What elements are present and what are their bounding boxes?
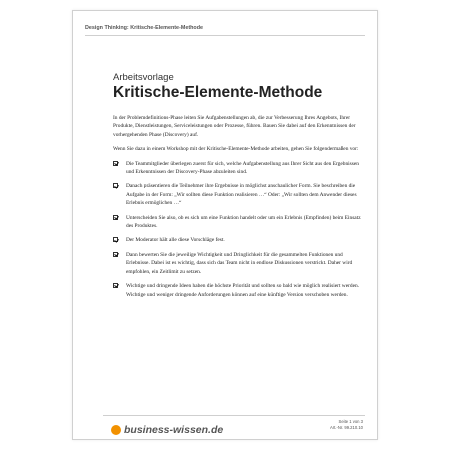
- footer-divider: [103, 415, 365, 416]
- document-subtitle: Arbeitsvorlage: [113, 72, 174, 83]
- page-info: [330, 419, 363, 431]
- document-title: Kritische-Elemente-Methode: [113, 84, 323, 101]
- checklist-item-text: Wichtige und dringende Ideen haben die höchste Priorität und sollten so bald wie möglich realisiert werden. Wichtige und weniger dringende Anforderungen können auf eine künftige Version verschoben werden.: [126, 283, 360, 298]
- checklist-item-text: Danach präsentieren die Teilnehmer ihre Ergebnisse in möglichst anschaulicher Form. Sie beschreiben die Aufgabe in der Form: „Wir sollten diese Funktion realisieren …“ Oder: „Wir sollten dem Anwender dieses Erlebnis ermöglichen …“: [126, 183, 357, 207]
- checkbox-checked-icon: [113, 183, 118, 188]
- checklist-item: [113, 214, 363, 231]
- checklist-item-text: Dann bewerten Sie die jeweilige Wichtigkeit und Dringlichkeit für die gesammelten Funktionen und Erlebnisse. Dabei ist es wichtig, dass sich das Team nicht in endlose Diskussionen verstrickt. Daher wird empfohlen, ein Zeitlimit zu setzen.: [126, 251, 353, 275]
- checklist-item: [113, 251, 363, 276]
- checklist: [113, 160, 363, 299]
- checkbox-checked-icon: [113, 161, 118, 166]
- intro-paragraph: In der Problemdefinitions-Phase leiten Sie Aufgabenstellungen ab, die zur Verbesserung Ihres Angebots, Ihrer Produkte, Dienstleistungen, Serviceleistungen oder Prozesse, führen. Bauen Sie dabei auf den Erkenntnissen der vorhergehenden Phase (Discovery) auf.: [113, 115, 356, 138]
- checklist-item: [113, 160, 363, 177]
- checkbox-checked-icon: [113, 283, 118, 288]
- checklist-item-text: Unterscheiden Sie also, ob es sich um eine Funktion handelt oder um ein Erlebnis (Empfinden) beim Einsatz des Produktes.: [126, 214, 361, 230]
- document-body: [113, 114, 363, 305]
- checklist-item: [113, 236, 363, 244]
- checkbox-checked-icon: [113, 215, 118, 220]
- lead-paragraph: Wenn Sie dazu in einem Workshop mit der Kritische-Elemente-Methode arbeiten, gehen Sie folgendermaßen vor:: [113, 146, 359, 153]
- logo-dot-icon: [111, 425, 121, 435]
- checklist-item-text: Die Teammitglieder überlegen zuerst für sich, welche Aufgabenstellung aus Ihrer Sicht aus den Ergebnissen und Erkenntnissen der Discovery-Phase abzuleiten sind.: [126, 160, 359, 176]
- page-header: Design Thinking: Kritische-Elemente-Methode: [85, 25, 365, 36]
- document-page: [72, 10, 378, 440]
- checkbox-checked-icon: [113, 237, 118, 242]
- brand-logo: [111, 424, 223, 436]
- checkbox-checked-icon: [113, 252, 118, 257]
- article-number: Art.-Nr. 99.210.10: [329, 425, 363, 430]
- checklist-item-text: Der Moderator hält alle diese Vorschläge fest.: [126, 237, 225, 244]
- checklist-item: [113, 282, 363, 299]
- logo-text: business-wissen.de: [124, 424, 224, 436]
- page-number: Seite 1 von 3: [338, 419, 363, 424]
- checklist-item: [113, 182, 363, 207]
